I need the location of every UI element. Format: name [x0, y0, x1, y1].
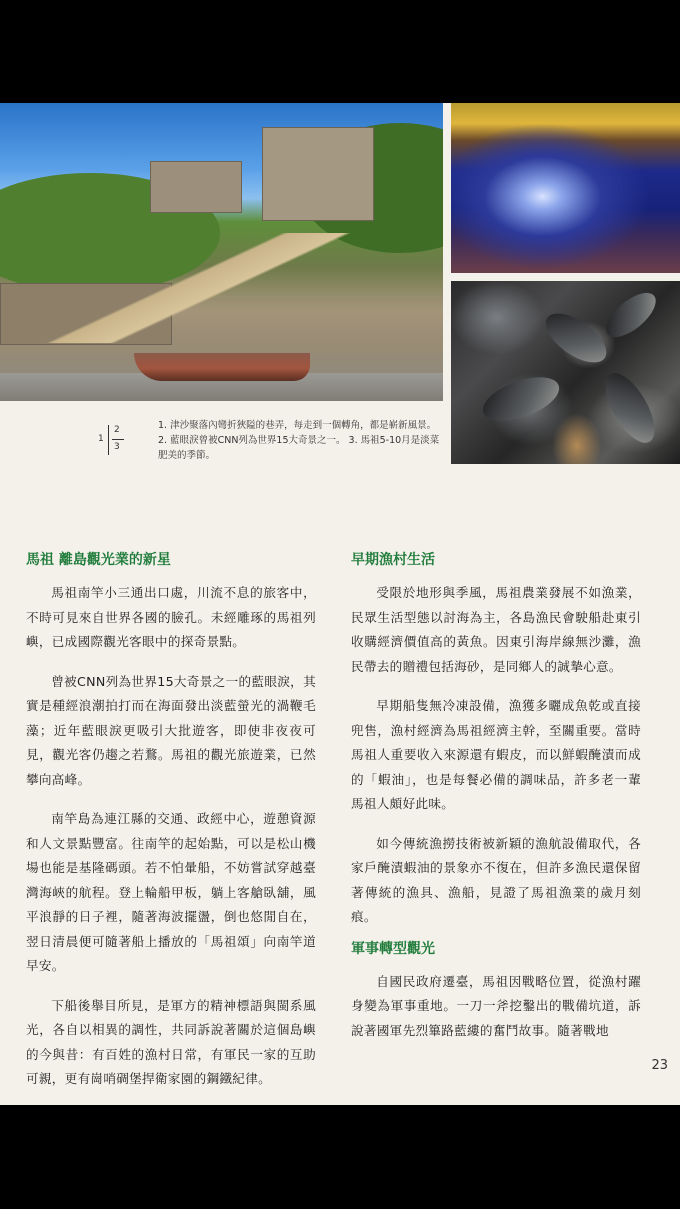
photo-mussels	[451, 281, 680, 464]
photo-village-stairs	[0, 103, 443, 401]
paragraph: 下船後舉目所見，是軍方的精神標語與閩系風光，各自以相異的調性，共同訴說著關於這個島嶼的今與昔：有百姓的漁村日常，有軍民一家的互助可親，更有崗哨碉堡捍衛家園的鋼鐵紀律。	[26, 997, 316, 1086]
caption-photo-index	[98, 425, 128, 457]
photo-mussel	[538, 304, 615, 372]
photo-mussel	[596, 366, 664, 451]
photo-blue-tears	[451, 103, 680, 273]
caption-index-3: 3	[114, 442, 120, 452]
photo-caption: 1. 津沙聚落內彎折狹隘的巷弄，每走到一個轉角，都是嶄新風景。 2. 藍眼淚曾被CNN列為世界15大奇景之一。 3. 馬祖5-10月是淡菜肥美的季節。	[158, 420, 440, 461]
article-right-column	[351, 549, 641, 1058]
caption-index-2: 2	[114, 425, 120, 435]
page-number: 23	[651, 1058, 668, 1073]
paragraph: 曾被CNN列為世界15大奇景之一的藍眼淚，其實是種經浪潮拍打而在海面發出淡藍螢光的渦鞭毛藻；近年藍眼淚更吸引大批遊客，即使非夜夜可見，觀光客仍趨之若鶩。馬祖的觀光旅遊業，已然攀向高峰。	[26, 673, 316, 787]
paragraph: 早期船隻無冷凍設備，漁獲多曬成魚乾或直接兜售，漁村經濟為馬祖經濟主幹，至關重要。當時馬祖人重要收入來源還有蝦皮，而以鮮蝦醃漬而成的「蝦油」，也是每餐必備的調味品，許多老一輩馬祖人頗好此味。	[351, 698, 641, 811]
paragraph: 馬祖南竿小三通出口處，川流不息的旅客中，不時可見來自世界各國的臉孔。未經雕琢的馬祖列嶼，已成國際觀光客眼中的探奇景點。	[26, 585, 316, 649]
caption-index-rule	[112, 439, 124, 440]
photo-stone-stairs	[40, 233, 440, 343]
photo-boat	[134, 353, 310, 381]
photo-mussel	[477, 368, 564, 429]
caption-index-divider	[108, 425, 109, 455]
photo-mussel	[599, 285, 663, 345]
section-heading: 早期漁村生活	[351, 552, 435, 568]
photo-house	[262, 127, 374, 221]
paragraph: 如今傳統漁撈技術被新穎的漁航設備取代，各家戶醃漬蝦油的景象亦不復在，但許多漁民還保留著傳統的漁具、漁船，見證了馬祖漁業的歲月刻痕。	[351, 835, 641, 924]
caption-index-1: 1	[98, 434, 104, 444]
section-heading: 馬祖 離島觀光業的新星	[26, 552, 171, 568]
paragraph: 自國民政府遷臺，馬祖因戰略位置，從漁村躍身變為軍事重地。一刀一斧挖鑿出的戰備坑道，訴說著國軍先烈篳路藍縷的奮鬥故事。隨著戰地	[351, 973, 641, 1038]
article-left-column	[26, 549, 316, 1105]
paragraph: 受限於地形與季風，馬祖農業發展不如漁業，民眾生活型態以討海為主，各島漁民會駛船赴東引收購經濟價值高的黃魚。因東引海岸線無沙灘，漁民帶去的贈禮包括海砂，是同鄉人的誠摯心意。	[351, 585, 641, 674]
magazine-page	[0, 103, 680, 1105]
photo-house	[150, 161, 242, 213]
section-heading: 軍事轉型觀光	[351, 940, 435, 957]
paragraph: 南竿島為連江縣的交通、政經中心，遊憩資源和人文景點豐富。往南竿的起始點，可以是松山機場也能是基隆碼頭。若不怕暈船，不妨嘗試穿越臺灣海峽的航程。登上輪船甲板，躺上客艙臥舖，風平浪靜的日子裡，隨著海波擺盪，倒也悠閒自在，翌日清晨便可隨著船上播放的「馬祖頌」向南竿道早安。	[26, 811, 316, 973]
